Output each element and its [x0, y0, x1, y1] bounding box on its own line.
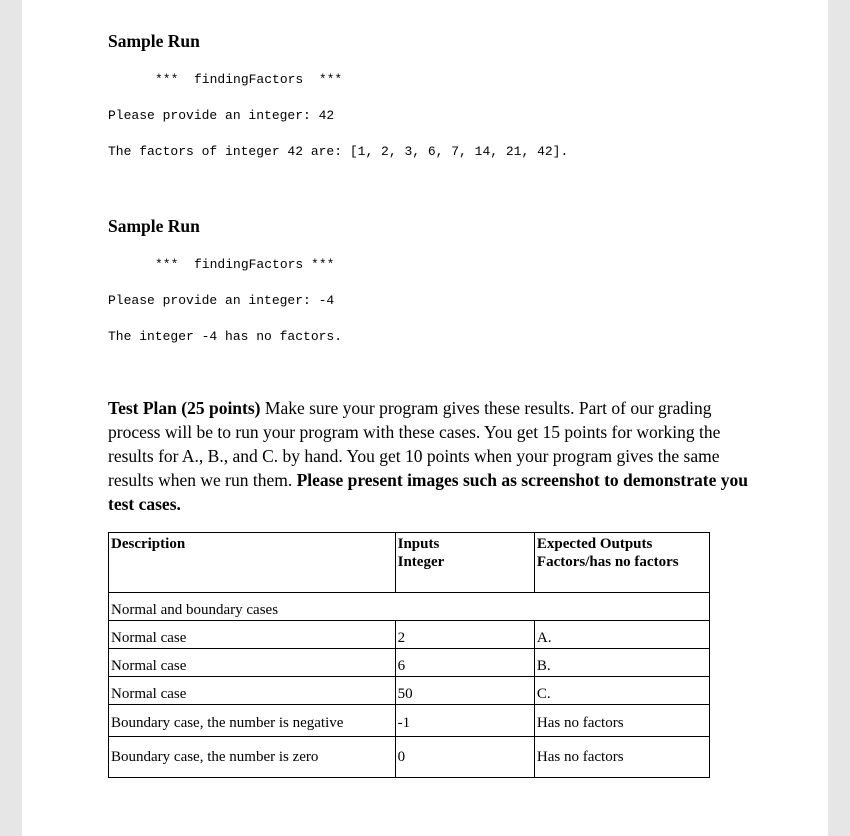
test-plan-body: Make sure your program gives these results. Part of our grading process will be to run your program with these cases. You get 15 points for working the results for A., B., and C. by hand. You get 10 points when your program gives the same results when we run them. — [108, 398, 721, 490]
sample-run-banner-2: *** findingFactors *** — [155, 257, 335, 272]
test-plan-table — [108, 532, 710, 778]
header-expected-outputs: Expected Outputs Factors/has no factors — [534, 533, 709, 593]
test-plan-emphasis: Please present images such as screenshot to demonstrate you test cases. — [108, 470, 748, 514]
sample-run-result-2: The integer -4 has no factors. — [108, 329, 343, 344]
group-label: Normal and boundary cases — [109, 593, 710, 621]
row-description: Normal case — [109, 621, 396, 649]
row-output: Has no factors — [534, 705, 709, 737]
row-output: A. — [534, 621, 709, 649]
row-output: B. — [534, 649, 709, 677]
row-output: C. — [534, 677, 709, 705]
row-input: 6 — [395, 649, 534, 677]
row-description: Boundary case, the number is negative — [109, 705, 396, 737]
table-row — [109, 677, 710, 705]
sample-run-heading-1: Sample Run — [108, 31, 200, 51]
document-page — [22, 0, 828, 836]
table-row — [109, 621, 710, 649]
row-input: -1 — [395, 705, 534, 737]
header-inputs: Inputs Integer — [395, 533, 534, 593]
sample-run-banner-1: *** findingFactors *** — [155, 72, 343, 87]
sample-run-result-1: The factors of integer 42 are: [1, 2, 3, 6, 7, 14, 21, 42]. — [108, 144, 569, 159]
table-row — [109, 705, 710, 737]
header-description: Description — [109, 533, 396, 593]
table-row — [109, 649, 710, 677]
row-description: Boundary case, the number is zero — [109, 737, 396, 778]
table-header-row — [109, 533, 710, 593]
sample-run-prompt-1: Please provide an integer: 42 — [108, 108, 335, 123]
row-input: 50 — [395, 677, 534, 705]
sample-run-prompt-2: Please provide an integer: -4 — [108, 293, 335, 308]
group-row — [109, 593, 710, 621]
row-output: Has no factors — [534, 737, 709, 778]
row-description: Normal case — [109, 677, 396, 705]
table-row — [109, 737, 710, 778]
row-input: 2 — [395, 621, 534, 649]
test-plan-paragraph — [108, 396, 748, 516]
row-description: Normal case — [109, 649, 396, 677]
row-input: 0 — [395, 737, 534, 778]
sample-run-heading-2: Sample Run — [108, 216, 200, 236]
test-plan-title: Test Plan (25 points) — [108, 398, 261, 418]
